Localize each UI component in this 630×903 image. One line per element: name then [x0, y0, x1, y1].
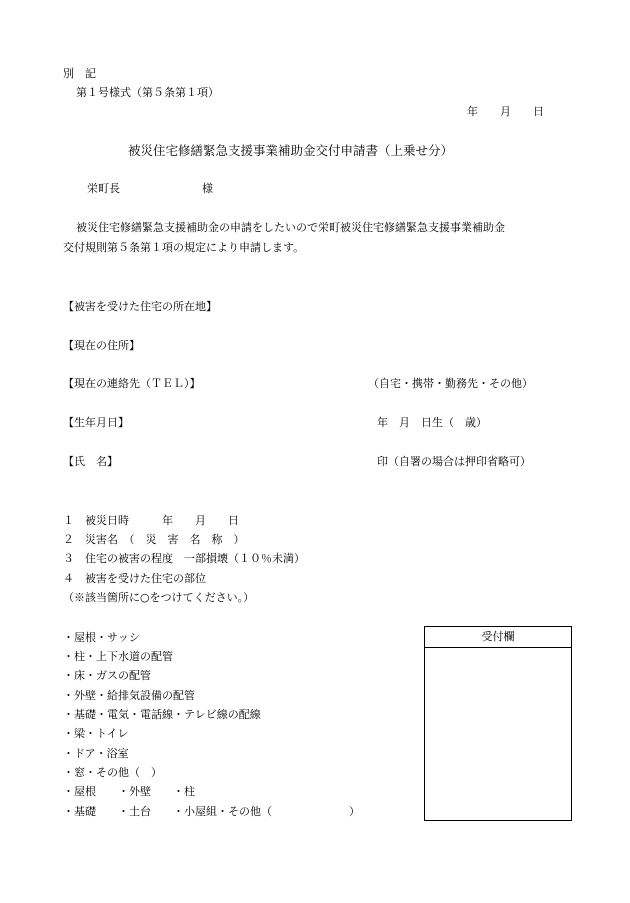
item-damage-degree: ３ 住宅の被害の程度 一部損壊（１０％未満）: [63, 552, 305, 565]
name-note: 印（自署の場合は押印省略可）: [377, 455, 531, 468]
contact-label: 【現在の連絡先（ＴＥＬ）】: [63, 377, 201, 390]
damaged-location-label: 【被害を受けた住宅の所在地】: [63, 300, 217, 313]
birthdate-note: 年 月 日生（ 歳）: [377, 416, 487, 429]
form-number: 第１号様式（第５条第１項）: [76, 86, 219, 99]
part-item: ・外壁・給排気設備の配管: [63, 689, 195, 702]
part-item: ・窓・その他（ ）: [63, 766, 162, 779]
current-address-label: 【現在の住所】: [63, 339, 140, 352]
part-item: ・ドア・浴室: [63, 747, 129, 760]
item-disaster-date: １ 被災日時 年 月 日: [63, 514, 239, 527]
intro-line-1: 被災住宅修繕緊急支援補助金の申請をしたいので栄町被災住宅修繕緊急支援事業補助金: [76, 221, 505, 234]
date-line: 年 月 日: [467, 105, 544, 118]
attachment-label: 別 記: [63, 67, 96, 80]
part-item: ・屋根 ・外壁 ・柱: [63, 785, 195, 798]
item-damaged-parts: ４ 被害を受けた住宅の部位: [63, 572, 206, 585]
document-title: 被災住宅修繕緊急支援事業補助金交付申請書（上乗せ分）: [128, 143, 454, 158]
contact-note: （自宅・携帯・勤務先・その他）: [368, 377, 533, 390]
receipt-box: [424, 626, 572, 821]
part-item: ・床・ガスの配管: [63, 669, 151, 682]
part-item: ・屋根・サッシ: [63, 631, 140, 644]
part-item: ・柱・上下水道の配管: [63, 650, 173, 663]
part-item: ・基礎 ・土台 ・小屋組・その他（ ）: [63, 805, 360, 818]
name-label: 【氏 名】: [63, 455, 118, 468]
addressee-name: 栄町長: [87, 182, 120, 195]
birthdate-label: 【生年月日】: [63, 416, 129, 429]
receipt-label: 受付欄: [425, 627, 571, 648]
item-disaster-name: ２ 災害名 （ 災 害 名 称 ）: [63, 533, 245, 546]
addressee-honorific: 様: [202, 182, 213, 195]
part-item: ・基礎・電気・電話線・テレビ線の配線: [63, 708, 261, 721]
item-note: （※該当箇所に○をつけてください。）: [63, 591, 255, 604]
intro-line-2: 交付規則第５条第１項の規定により申請します。: [63, 241, 305, 254]
part-item: ・梁・トイレ: [63, 727, 129, 740]
